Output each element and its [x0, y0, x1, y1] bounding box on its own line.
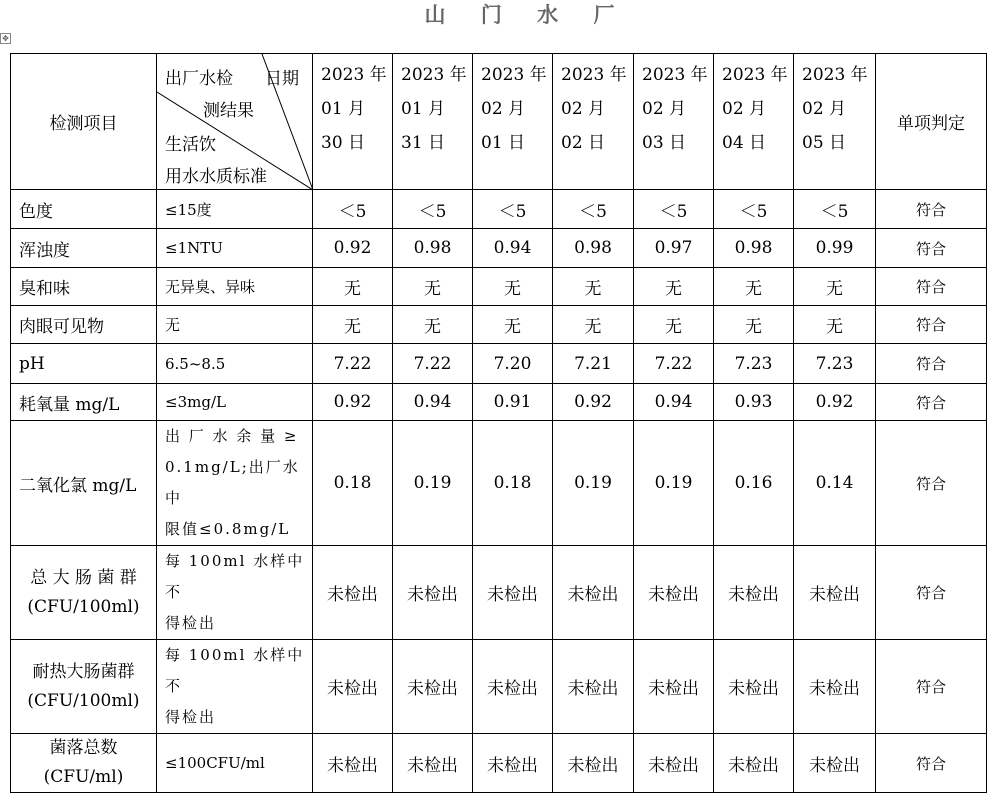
- header-row: [11, 54, 987, 190]
- value-cell: 未检出: [794, 734, 876, 793]
- standard-cell: [157, 546, 313, 640]
- value-cell: 7.22: [393, 344, 473, 384]
- value-cell: 0.98: [393, 229, 473, 268]
- value-cell: 未检出: [393, 640, 473, 734]
- value-cell: 0.19: [553, 421, 634, 546]
- value-cell: ＜5: [634, 190, 714, 229]
- value-cell: 0.92: [313, 384, 393, 421]
- value-cell: 无: [553, 306, 634, 344]
- item-cell: 色度: [11, 190, 157, 229]
- item-cell: 肉眼可见物: [11, 306, 157, 344]
- standard-cell: 无: [157, 306, 313, 344]
- table-row: [11, 384, 987, 421]
- table-row: [11, 421, 987, 546]
- value-cell: 未检出: [313, 640, 393, 734]
- item-cell: [11, 640, 157, 734]
- standard-line: 限值≤0.8mg/L: [165, 520, 291, 538]
- value-cell: 0.98: [714, 229, 794, 268]
- standard-cell: 6.5~8.5: [157, 344, 313, 384]
- table-move-handle-icon[interactable]: ✥: [0, 33, 11, 44]
- value-cell: 无: [393, 268, 473, 306]
- value-cell: 无: [473, 306, 553, 344]
- header-judge: 单项判定: [876, 54, 987, 190]
- standard-line: 每 100ml 水样中不: [165, 552, 305, 601]
- header-date: 2023 年 02 月 04 日: [714, 54, 794, 190]
- value-cell: 7.22: [313, 344, 393, 384]
- judge-cell: 符合: [876, 344, 987, 384]
- standard-cell: ≤3mg/L: [157, 384, 313, 421]
- item-line: (CFU/100ml): [27, 690, 140, 711]
- value-cell: 7.22: [634, 344, 714, 384]
- value-cell: ＜5: [393, 190, 473, 229]
- item-cell: 耗氧量 mg/L: [11, 384, 157, 421]
- header-diag-middle: 测结果: [203, 101, 254, 121]
- judge-cell: 符合: [876, 384, 987, 421]
- value-cell: 未检出: [634, 734, 714, 793]
- judge-cell: 符合: [876, 190, 987, 229]
- judge-cell: 符合: [876, 268, 987, 306]
- judge-cell: 符合: [876, 734, 987, 793]
- value-cell: 未检出: [634, 640, 714, 734]
- value-cell: 无: [794, 268, 876, 306]
- standard-cell: [157, 421, 313, 546]
- value-cell: 0.91: [473, 384, 553, 421]
- value-cell: 无: [393, 306, 473, 344]
- report-title: 山 门 水 厂: [424, 2, 629, 27]
- value-cell: 未检出: [553, 546, 634, 640]
- standard-cell: 无异臭、异味: [157, 268, 313, 306]
- value-cell: 7.21: [553, 344, 634, 384]
- item-cell: 二氧化氯 mg/L: [11, 421, 157, 546]
- judge-cell: 符合: [876, 546, 987, 640]
- value-cell: 0.19: [393, 421, 473, 546]
- header-diag-top-right: 日期: [265, 69, 299, 89]
- header-diag-bottom-1: 生活饮: [165, 135, 216, 155]
- value-cell: 无: [794, 306, 876, 344]
- header-date: 2023 年 02 月 05 日: [794, 54, 876, 190]
- judge-cell: 符合: [876, 640, 987, 734]
- value-cell: 无: [634, 268, 714, 306]
- table-row: [11, 306, 987, 344]
- value-cell: 未检出: [313, 734, 393, 793]
- table-row: [11, 229, 987, 268]
- table-row: [11, 734, 987, 793]
- value-cell: 0.94: [473, 229, 553, 268]
- value-cell: 0.14: [794, 421, 876, 546]
- value-cell: 未检出: [473, 546, 553, 640]
- value-cell: ＜5: [553, 190, 634, 229]
- item-line: 菌落总数: [49, 738, 118, 758]
- value-cell: 未检出: [393, 546, 473, 640]
- header-date: 2023 年 01 月 31 日: [393, 54, 473, 190]
- value-cell: ＜5: [473, 190, 553, 229]
- item-cell: [11, 546, 157, 640]
- table-row: [11, 344, 987, 384]
- value-cell: 未检出: [794, 640, 876, 734]
- item-line: (CFU/ml): [43, 767, 124, 787]
- value-cell: 无: [553, 268, 634, 306]
- standard-line: 出 厂 水 余 量 ≥: [165, 427, 299, 445]
- item-line: 耐热大肠菌群: [32, 661, 135, 682]
- standard-cell: ≤1NTU: [157, 229, 313, 268]
- header-date: 2023 年 02 月 01 日: [473, 54, 553, 190]
- value-cell: 0.92: [794, 384, 876, 421]
- value-cell: 无: [313, 268, 393, 306]
- value-cell: 未检出: [714, 640, 794, 734]
- table-row: [11, 546, 987, 640]
- value-cell: 未检出: [714, 734, 794, 793]
- judge-cell: 符合: [876, 306, 987, 344]
- item-cell: pH: [11, 344, 157, 384]
- value-cell: 无: [313, 306, 393, 344]
- value-cell: 0.99: [794, 229, 876, 268]
- value-cell: ＜5: [714, 190, 794, 229]
- judge-cell: 符合: [876, 229, 987, 268]
- value-cell: 0.97: [634, 229, 714, 268]
- item-cell: [11, 734, 157, 793]
- header-item: 检测项目: [11, 54, 157, 190]
- table-row: [11, 190, 987, 229]
- value-cell: 无: [714, 268, 794, 306]
- table-row: [11, 640, 987, 734]
- standard-line: 得检出: [165, 708, 217, 726]
- header-diag-bottom-2: 用水水质标准: [165, 167, 267, 187]
- value-cell: 未检出: [714, 546, 794, 640]
- standard-line: 0.1mg/L;出厂水中: [165, 458, 300, 507]
- value-cell: 7.23: [714, 344, 794, 384]
- value-cell: 未检出: [553, 734, 634, 793]
- value-cell: 无: [714, 306, 794, 344]
- value-cell: 0.94: [634, 384, 714, 421]
- header-diagonal-cell: [157, 54, 313, 190]
- value-cell: 未检出: [313, 546, 393, 640]
- value-cell: 未检出: [393, 734, 473, 793]
- value-cell: 0.18: [473, 421, 553, 546]
- item-cell: 浑浊度: [11, 229, 157, 268]
- header-date: 2023 年 02 月 02 日: [553, 54, 634, 190]
- value-cell: 0.94: [393, 384, 473, 421]
- header-diag-top-left: 出厂水检: [165, 69, 233, 89]
- value-cell: 0.19: [634, 421, 714, 546]
- value-cell: 未检出: [473, 734, 553, 793]
- table-row: [11, 268, 987, 306]
- value-cell: ＜5: [313, 190, 393, 229]
- item-line: 总 大 肠 菌 群: [30, 567, 137, 588]
- value-cell: 未检出: [634, 546, 714, 640]
- standard-cell: ≤100CFU/ml: [157, 734, 313, 793]
- value-cell: 0.98: [553, 229, 634, 268]
- value-cell: 无: [473, 268, 553, 306]
- standard-line: 得检出: [165, 614, 217, 632]
- item-cell: 臭和味: [11, 268, 157, 306]
- water-quality-table: [10, 53, 987, 793]
- value-cell: 无: [634, 306, 714, 344]
- value-cell: 7.20: [473, 344, 553, 384]
- value-cell: 未检出: [473, 640, 553, 734]
- value-cell: 0.18: [313, 421, 393, 546]
- value-cell: ＜5: [794, 190, 876, 229]
- header-date: 2023 年 02 月 03 日: [634, 54, 714, 190]
- value-cell: 7.23: [794, 344, 876, 384]
- value-cell: 0.16: [714, 421, 794, 546]
- value-cell: 0.93: [714, 384, 794, 421]
- standard-cell: ≤15度: [157, 190, 313, 229]
- item-line: (CFU/100ml): [27, 596, 140, 617]
- value-cell: 0.92: [313, 229, 393, 268]
- header-date: 2023 年 01 月 30 日: [313, 54, 393, 190]
- judge-cell: 符合: [876, 421, 987, 546]
- standard-line: 每 100ml 水样中不: [165, 646, 305, 695]
- value-cell: 未检出: [794, 546, 876, 640]
- standard-cell: [157, 640, 313, 734]
- value-cell: 未检出: [553, 640, 634, 734]
- value-cell: 0.92: [553, 384, 634, 421]
